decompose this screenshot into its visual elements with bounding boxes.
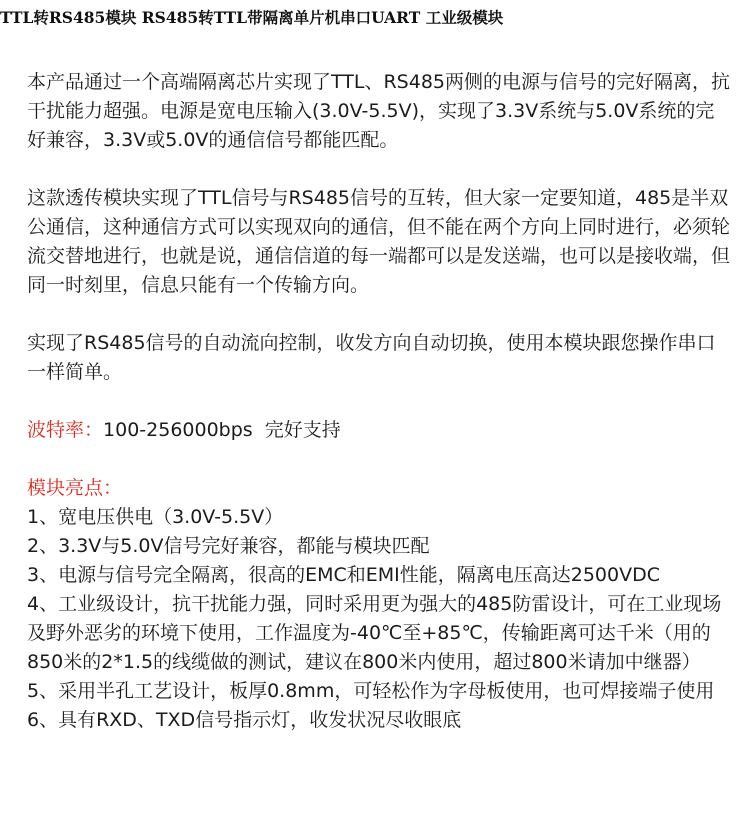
highlights-title: 模块亮点： — [27, 477, 123, 499]
page-title: TTL转RS485模块 RS485转TTL带隔离单片机串口UART 工业级模块 — [0, 8, 504, 27]
highlight-item: 6、具有RXD、TXD信号指示灯，收发状况尽收眼底 — [27, 709, 462, 731]
spacer — [27, 445, 732, 474]
half-duplex-paragraph: 这款透传模块实现了TTL信号与RS485信号的互转，但大家一定要知道，485是半双公通信，这种通信方式可以实现双向的通信，但不能在两个方向上同时进行，必须轮流交替地进行，也就是说，通信信道的每一端都可以是发送端，也可以是接收端，但同一时刻里，信息只能有一个传输方向。 — [27, 187, 731, 296]
spacer — [27, 300, 732, 329]
spacer — [27, 387, 732, 416]
highlights-list — [27, 503, 732, 735]
auto-direction-paragraph: 实现了RS485信号的自动流向控制，收发方向自动切换，使用本模块跟您操作串口一样简单。 — [27, 332, 716, 383]
highlight-item: 3、电源与信号完全隔离，很高的EMC和EMI性能，隔离电压高达2500VDC — [27, 564, 661, 586]
product-description — [27, 68, 732, 735]
baud-rate-label: 波特率： — [27, 419, 104, 441]
highlight-item: 2、3.3V与5.0V信号完好兼容，都能与模块匹配 — [27, 535, 430, 557]
highlight-item: 4、工业级设计，抗干扰能力强，同时采用更为强大的485防雷设计，可在工业现场及野外恶劣的环境下使用，工作温度为-40℃至+85℃，传输距离可达千米（用的850米的2*1.5的线缆做的测试，建议在800米内使用，超过800米请加中继器） — [27, 593, 722, 673]
highlight-item: 1、宽电压供电（3.0V-5.5V） — [27, 506, 284, 528]
highlight-item: 5、采用半孔工艺设计，板厚0.8mm，可轻松作为字母板使用，也可焊接端子使用 — [27, 680, 715, 702]
intro-paragraph: 本产品通过一个高端隔离芯片实现了TTL、RS485两侧的电源与信号的完好隔离，抗干扰能力超强。电源是宽电压输入(3.0V-5.5V)，实现了3.3V系统与5.0V系统的完好兼容，3.3V或5.0V的通信信号都能匹配。 — [27, 71, 730, 151]
baud-rate-note: 完好支持 — [264, 419, 341, 441]
baud-rate-value: 100-256000bps — [103, 419, 253, 441]
baud-rate-line — [27, 416, 732, 445]
spacer — [27, 155, 732, 184]
